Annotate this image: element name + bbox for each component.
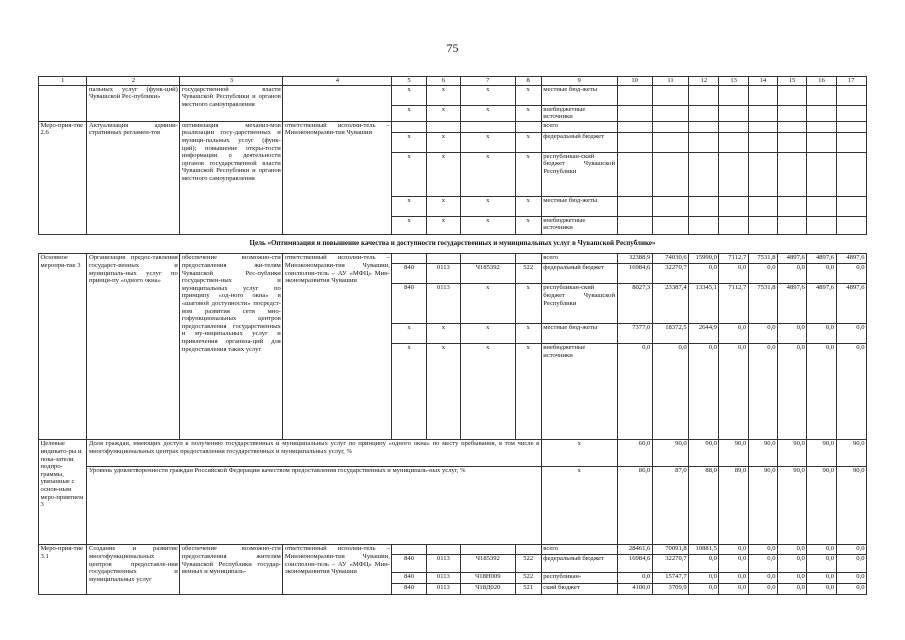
code-cell: 840	[392, 555, 426, 573]
expected-result-cell: государственной власти Чувашской Республики и органов местного самоуправления	[180, 85, 283, 121]
expected-result-cell: оптимизация механиз-мов реализации госу-дарственных и муници-пальных услуг (функ-ций); повышение откры-тости информации о деятельности органов государственной власти Чувашской Республики и органов местного самоуправления	[180, 121, 283, 234]
value-cell: 4897,6	[778, 284, 807, 324]
event-label-cell: Меро-прия-тие 2.6	[39, 121, 87, 234]
column-number-cell: 12	[689, 77, 719, 86]
code-cell	[392, 254, 426, 264]
value-cell: 0,0	[652, 344, 688, 440]
goal-row	[39, 234, 867, 254]
value-cell: 0,0	[748, 573, 777, 584]
funding-source-cell: местные бюд-жеты	[541, 85, 617, 105]
value-cell: 0,0	[719, 573, 748, 584]
value-cell	[719, 216, 748, 234]
value-cell: 0,0	[719, 324, 748, 344]
expected-result-cell: обеспечение возможно-сти предоставления жи-телям Чувашской Рес-публики государствен-ных и муниципальных услуг по принципу «од-ного окна» в «шаговой доступности» посредст-вом развития сети мно-гофункциональных центров предоставления государственных и му-ниципальных услуг и привлечения организа-ций для предоставления таких услуг	[180, 254, 283, 440]
value-cell	[748, 132, 777, 152]
value-cell: 0,0	[836, 584, 866, 595]
value-cell: 4897,6	[807, 284, 836, 324]
code-cell: x	[515, 105, 541, 121]
code-cell: x	[426, 152, 460, 196]
value-cell	[807, 121, 836, 132]
code-cell: x	[392, 152, 426, 196]
value-cell: 4897,6	[836, 254, 866, 264]
code-cell: x	[426, 216, 460, 234]
indicator-marker-cell: x	[541, 467, 617, 545]
value-cell: 23387,4	[652, 284, 688, 324]
value-cell: 90,0	[807, 440, 836, 467]
code-cell: x	[461, 132, 516, 152]
value-cell	[807, 85, 836, 105]
indicator-row	[39, 440, 867, 467]
code-cell	[461, 254, 516, 264]
executor-cell: ответственный исполни-тель – Минэкономразви-тия Чувашии, соисполни-тель – АУ «МФЦ» Мин-экономразвития Чувашии	[283, 545, 392, 595]
code-cell: x	[392, 324, 426, 344]
value-cell: 7377,0	[617, 324, 652, 344]
value-cell: 0,0	[689, 344, 719, 440]
value-cell	[719, 105, 748, 121]
value-cell	[652, 216, 688, 234]
column-number-cell: 10	[617, 77, 652, 86]
value-cell: 32270,7	[652, 555, 688, 573]
table-row	[39, 545, 867, 555]
code-cell: x	[515, 196, 541, 216]
value-cell	[778, 132, 807, 152]
code-cell: Ч185392	[461, 555, 516, 573]
column-number-cell: 9	[541, 77, 617, 86]
code-cell: x	[515, 216, 541, 234]
value-cell: 0,0	[748, 545, 777, 555]
value-cell: 0,0	[719, 545, 748, 555]
value-cell: 0,0	[748, 344, 777, 440]
code-cell: x	[515, 324, 541, 344]
value-cell	[836, 196, 866, 216]
value-cell: 0,0	[689, 264, 719, 284]
value-cell: 0,0	[719, 264, 748, 284]
event-name-cell: Организация предос-тавления государст-венных и муниципаль-ных услуг по принци-пу «одного окна»	[87, 254, 180, 440]
code-cell: 0113	[426, 264, 460, 284]
column-number-cell: 13	[719, 77, 748, 86]
value-cell: 16984,6	[617, 264, 652, 284]
value-cell: 7112,7	[719, 284, 748, 324]
event-name-cell: Создание и развитие многофункциональных центров предоставле-ния государственных и муниципальных услуг	[87, 545, 180, 595]
value-cell	[689, 196, 719, 216]
code-cell: 0113	[426, 584, 460, 595]
funding-source-cell: всего	[541, 545, 617, 555]
code-cell	[461, 121, 516, 132]
value-cell: 0,0	[778, 344, 807, 440]
code-cell: Ч185392	[461, 264, 516, 284]
funding-source-cell: республикан-ский бюджет Чувашской Республики	[541, 152, 617, 196]
value-cell: 0,0	[748, 324, 777, 344]
code-cell: x	[392, 85, 426, 105]
value-cell: 0,0	[719, 344, 748, 440]
funding-source-cell: ский бюджет	[541, 584, 617, 595]
value-cell	[807, 216, 836, 234]
value-cell	[807, 152, 836, 196]
code-cell	[515, 254, 541, 264]
executor-cell	[283, 85, 392, 121]
value-cell: 90,0	[748, 440, 777, 467]
value-cell: 0,0	[807, 555, 836, 573]
code-cell: x	[461, 85, 516, 105]
code-cell: x	[461, 105, 516, 121]
value-cell	[748, 152, 777, 196]
value-cell: 0,0	[836, 555, 866, 573]
value-cell: 0,0	[836, 264, 866, 284]
value-cell: 0,0	[836, 573, 866, 584]
value-cell: 0,0	[807, 545, 836, 555]
value-cell	[836, 85, 866, 105]
column-number-cell: 6	[426, 77, 460, 86]
code-cell: 0113	[426, 573, 460, 584]
value-cell: 0,0	[778, 324, 807, 344]
code-cell: x	[392, 132, 426, 152]
value-cell	[689, 152, 719, 196]
value-cell: 0,0	[778, 264, 807, 284]
code-cell: 0113	[426, 555, 460, 573]
value-cell	[807, 105, 836, 121]
value-cell: 90,0	[652, 440, 688, 467]
event-label-cell: Основное меропря-тие 3	[39, 254, 87, 440]
value-cell	[778, 152, 807, 196]
value-cell: 4100,0	[617, 584, 652, 595]
column-number-cell: 3	[180, 77, 283, 86]
column-number-cell: 11	[652, 77, 688, 86]
code-cell: 521	[515, 584, 541, 595]
column-number-cell: 1	[39, 77, 87, 86]
value-cell: 16984,6	[617, 555, 652, 573]
value-cell: 0,0	[719, 584, 748, 595]
value-cell: 90,0	[836, 467, 866, 545]
value-cell	[617, 85, 652, 105]
code-cell	[461, 545, 516, 555]
column-number-cell: 16	[807, 77, 836, 86]
value-cell	[719, 121, 748, 132]
column-number-cell: 14	[748, 77, 777, 86]
value-cell	[748, 121, 777, 132]
indicator-text-cell: Доля граждан, имеющих доступ к получению государственных и муниципальных услуг по принципу «одного окна» по месту пребывания, в том числе в многофункциональных центрах предоставления государственных и муниципальных услуг, %	[87, 440, 541, 467]
code-cell	[392, 545, 426, 555]
column-number-cell: 5	[392, 77, 426, 86]
value-cell	[719, 85, 748, 105]
code-cell	[515, 121, 541, 132]
code-cell: x	[426, 132, 460, 152]
expected-result-cell: обеспечение возможно-сти предоставления жителям Чувашской Республики государ-венных и муниципаль-	[180, 545, 283, 595]
value-cell: 15990,0	[689, 254, 719, 264]
value-cell: 7531,8	[748, 254, 777, 264]
value-cell: 32270,7	[652, 264, 688, 284]
code-cell: 840	[392, 284, 426, 324]
event-name-cell: Актуализация админи-стративных регламен-тов	[87, 121, 180, 234]
funding-source-cell: республикан-	[541, 573, 617, 584]
column-number-cell: 7	[461, 77, 516, 86]
funding-source-cell: местные бюд-жеты	[541, 196, 617, 216]
executor-cell: ответственный исполни-тель – Минэкономразви-тия Чувашии, соисполни-тель – АУ «МФЦ» Мин-экономразвития Чувашии	[283, 254, 392, 440]
value-cell	[617, 132, 652, 152]
goal-title: Цель «Оптимизация и повышение качества и доступности государственных и муниципальных услуг в Чувашской Республике»	[39, 234, 867, 254]
funding-source-cell: федеральный бюджет	[541, 555, 617, 573]
value-cell: 13345,1	[689, 284, 719, 324]
value-cell: 0,0	[748, 555, 777, 573]
code-cell: x	[461, 284, 516, 324]
value-cell: 0,0	[778, 584, 807, 595]
value-cell	[617, 105, 652, 121]
value-cell	[836, 132, 866, 152]
value-cell: 0,0	[807, 264, 836, 284]
code-cell: x	[426, 85, 460, 105]
value-cell	[836, 216, 866, 234]
value-cell: 0,0	[748, 264, 777, 284]
code-cell: 0113	[426, 284, 460, 324]
code-cell: 522	[515, 264, 541, 284]
table-row	[39, 121, 867, 132]
code-cell	[426, 545, 460, 555]
code-cell: 840	[392, 573, 426, 584]
value-cell: 0,0	[807, 573, 836, 584]
code-cell: 840	[392, 584, 426, 595]
value-cell: 7531,8	[748, 284, 777, 324]
indicator-label-cell: Целевые индикато-ры и пока-затели подпро-граммы, увязанные с основ-ным меро-приятием 3	[39, 440, 87, 545]
executor-cell: ответственный исполни-тель – Минэкономразви-тия Чувашии	[283, 121, 392, 234]
code-cell: x	[515, 152, 541, 196]
value-cell	[748, 216, 777, 234]
code-cell: x	[461, 196, 516, 216]
event-label-cell: Меро-прия-тие 3.1	[39, 545, 87, 595]
table-row	[39, 254, 867, 264]
code-cell: x	[426, 324, 460, 344]
value-cell: 87,0	[652, 467, 688, 545]
value-cell	[836, 105, 866, 121]
code-cell	[426, 254, 460, 264]
code-cell	[515, 545, 541, 555]
value-cell: 90,0	[778, 440, 807, 467]
value-cell: 2644,9	[689, 324, 719, 344]
column-number-cell: 17	[836, 77, 866, 86]
code-cell: x	[426, 105, 460, 121]
funding-source-cell: внебюджетные источники	[541, 344, 617, 440]
value-cell	[689, 85, 719, 105]
value-cell: 4897,6	[807, 254, 836, 264]
code-cell: x	[461, 152, 516, 196]
value-cell: 0,0	[836, 545, 866, 555]
column-number-cell: 15	[778, 77, 807, 86]
value-cell: 0,0	[778, 545, 807, 555]
value-cell	[748, 105, 777, 121]
value-cell: 0,0	[836, 324, 866, 344]
value-cell: 0,0	[617, 573, 652, 584]
value-cell: 3709,9	[652, 584, 688, 595]
value-cell: 0,0	[748, 584, 777, 595]
code-cell: x	[392, 196, 426, 216]
code-cell: 840	[392, 264, 426, 284]
funding-source-cell: всего	[541, 254, 617, 264]
funding-source-cell: внебюджетные источники	[541, 105, 617, 121]
value-cell: 32388,9	[617, 254, 652, 264]
value-cell	[617, 152, 652, 196]
indicator-row	[39, 467, 867, 545]
value-cell: 28461,6	[617, 545, 652, 555]
value-cell: 0,0	[719, 555, 748, 573]
value-cell: 4897,6	[778, 254, 807, 264]
value-cell: 90,0	[689, 440, 719, 467]
value-cell	[617, 121, 652, 132]
value-cell	[719, 132, 748, 152]
value-cell	[652, 85, 688, 105]
value-cell: 90,0	[807, 467, 836, 545]
code-cell: x	[515, 132, 541, 152]
value-cell: 74030,6	[652, 254, 688, 264]
value-cell	[689, 105, 719, 121]
event-label-cell	[39, 85, 87, 121]
indicator-text-cell: Уровень удовлетворенности граждан Российской Федерации качеством предоставления государственных и муниципаль-ных услуг, %	[87, 467, 541, 545]
value-cell	[719, 196, 748, 216]
value-cell	[689, 132, 719, 152]
funding-source-cell: федеральный бюджет	[541, 132, 617, 152]
code-cell: x	[392, 105, 426, 121]
value-cell	[748, 85, 777, 105]
value-cell	[807, 132, 836, 152]
value-cell	[778, 196, 807, 216]
value-cell: 0,0	[778, 573, 807, 584]
value-cell: 15747,7	[652, 573, 688, 584]
value-cell: 90,0	[719, 440, 748, 467]
value-cell: 70091,8	[652, 545, 688, 555]
value-cell: 90,0	[778, 467, 807, 545]
funding-source-cell: всего	[541, 121, 617, 132]
code-cell: x	[392, 216, 426, 234]
value-cell: 0,0	[689, 584, 719, 595]
value-cell: 86,0	[617, 467, 652, 545]
column-number-cell: 8	[515, 77, 541, 86]
value-cell: 0,0	[836, 344, 866, 440]
value-cell	[652, 132, 688, 152]
code-cell: x	[426, 196, 460, 216]
code-cell	[392, 121, 426, 132]
value-cell: 60,0	[617, 440, 652, 467]
header-row	[39, 77, 867, 86]
value-cell: 0,0	[807, 344, 836, 440]
value-cell: 0,0	[778, 555, 807, 573]
value-cell	[807, 196, 836, 216]
funding-source-cell: республикан-ский бюджет Чувашской Республики	[541, 284, 617, 324]
value-cell	[652, 105, 688, 121]
value-cell: 0,0	[807, 584, 836, 595]
value-cell: 88,0	[689, 467, 719, 545]
value-cell: 8027,3	[617, 284, 652, 324]
value-cell	[689, 216, 719, 234]
code-cell: 522	[515, 555, 541, 573]
value-cell	[652, 196, 688, 216]
code-cell: x	[461, 216, 516, 234]
code-cell: x	[461, 344, 516, 440]
value-cell: 0,0	[689, 573, 719, 584]
code-cell: 522	[515, 573, 541, 584]
value-cell: 89,0	[719, 467, 748, 545]
code-cell: x	[515, 344, 541, 440]
value-cell	[778, 105, 807, 121]
value-cell	[748, 196, 777, 216]
code-cell	[426, 121, 460, 132]
event-name-cell: пальных услуг (функ-ций) Чувашской Рес-публики»	[87, 85, 180, 121]
value-cell: 4897,6	[836, 284, 866, 324]
budget-table	[38, 76, 867, 595]
value-cell	[719, 152, 748, 196]
funding-source-cell: федеральный бюджет	[541, 264, 617, 284]
column-number-cell: 2	[87, 77, 180, 86]
table-row	[39, 85, 867, 105]
value-cell	[689, 121, 719, 132]
funding-source-cell: внебюджетные источники	[541, 216, 617, 234]
column-number-cell: 4	[283, 77, 392, 86]
value-cell	[617, 216, 652, 234]
code-cell: Ч18Д020	[461, 584, 516, 595]
code-cell: x	[461, 324, 516, 344]
funding-source-cell: местные бюд-жеты	[541, 324, 617, 344]
value-cell: 10881,5	[689, 545, 719, 555]
code-cell: x	[515, 284, 541, 324]
value-cell	[617, 196, 652, 216]
code-cell: x	[426, 344, 460, 440]
value-cell: 0,0	[807, 324, 836, 344]
value-cell: 18372,5	[652, 324, 688, 344]
value-cell: 0,0	[689, 555, 719, 573]
value-cell: 7112,7	[719, 254, 748, 264]
value-cell	[652, 152, 688, 196]
value-cell	[836, 121, 866, 132]
value-cell	[652, 121, 688, 132]
value-cell: 0,0	[617, 344, 652, 440]
indicator-marker-cell: x	[541, 440, 617, 467]
page-number: 75	[446, 41, 459, 55]
code-cell: x	[392, 344, 426, 440]
value-cell: 90,0	[748, 467, 777, 545]
code-cell: Ч18Н009	[461, 573, 516, 584]
value-cell	[778, 121, 807, 132]
value-cell	[836, 152, 866, 196]
code-cell: x	[515, 85, 541, 105]
value-cell: 90,0	[836, 440, 866, 467]
value-cell	[778, 85, 807, 105]
value-cell	[778, 216, 807, 234]
